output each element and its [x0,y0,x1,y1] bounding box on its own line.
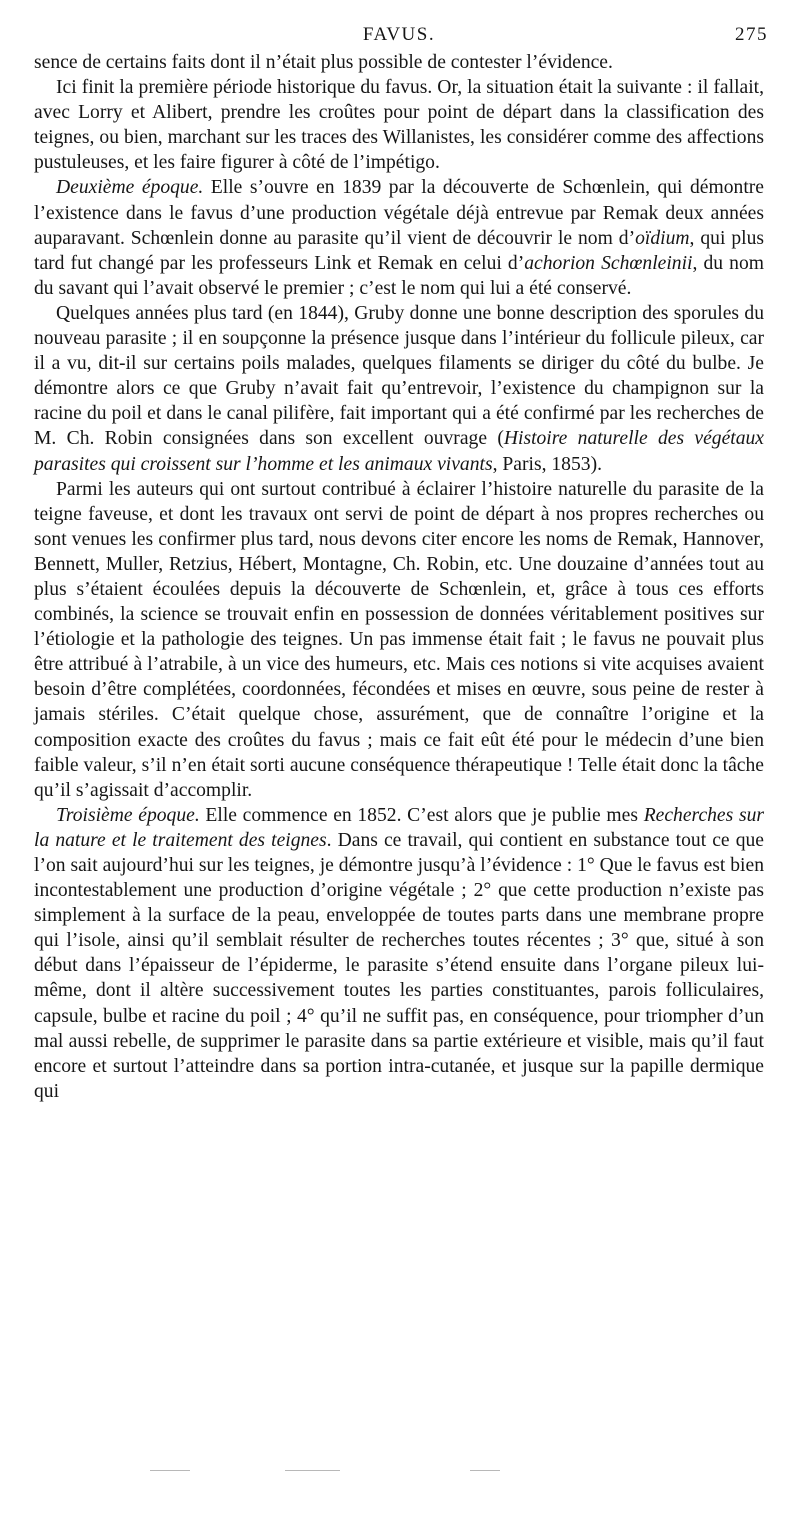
paragraph-third-period [34,803,764,1104]
paragraph-authors [34,477,764,803]
text-segment: sence de certains faits dont il n’était plus possible de contester l’évidence. [34,52,613,73]
text-segment: Elle s’ouvre en 1839 par la découverte de Schœnlein, qui démontre l’existence dans le favus d’une production végétale déjà entrevue par Remak deux années auparavant. Schœnlein donne au parasite qu’il vient de découvrir le nom d’ [34,177,764,249]
paragraph-second-period [34,175,764,300]
book-page [34,24,768,1104]
text-segment: . Dans ce travail, qui contient en substance tout ce que l’on sait aujourd’hui sur les teignes, je démontre jusqu’à l’évidence : 1° Que le favus est bien incontestablement une production d’origine végétale ; 2° que cette production n’existe pas simplement à la surface de la peau, enveloppée de toutes parts dans une membrane propre qui l’isole, ainsi qu’il semblait résulter de recherches toutes récentes ; 3° que, situé à son début dans l’épaisseur de l’épiderme, le parasite s’étend ensuite dans l’organe pileux lui-même, dont il altère successivement toutes les parties constituantes, parois folliculaires, capsule, bulbe et racine du poil ; 4° qu’il ne suffit pas, en conséquence, pour triompher d’un mal aussi rebelle, de supprimer le parasite dans sa partie extérieure et visible, mais qu’il faut encore et surtout l’atteindre dans sa portion intra-cutanée, et jusque sur la papille dermique qui [34,829,765,1102]
scan-speck [285,1470,340,1471]
scan-speck [470,1470,500,1471]
text-segment: Quelques années plus tard (en 1844), Gruby donne une bonne description des sporules du nouveau parasite ; il en soupçonne la présence jusque dans l’intérieur du follicule pileux, car il a vu, dit-il sur certains poils malades, quelques filaments se diriger du côté du bulbe. Je démontre alors ce que Gruby n’avait fait qu’entrevoir, l’existence du champignon sur la racine du poil et dans le canal pilifère, fait important qui a été confirmé par les recherches de M. Ch. Robin consignées dans son excellent ouvrage ( [34,302,764,450]
text-segment: Parmi les auteurs qui ont surtout contribué à éclairer l’histoire naturelle du parasite de la teigne faveuse, et dont les travaux ont servi de point de départ à nos propres recherches ou sont venues les confirmer plus tard, nous devons citer encore les noms de Remak, Hannover, Bennett, Muller, Retzius, Hébert, Montagne, Ch. Robin, etc. Une douzaine d’années tout au plus s’étaient écoulées depuis la découverte de Schœnlein, et, grâce à tous ces efforts combinés, la science se trouvait enfin en possession de données véritablement positives sur l’étiologie et la pathologie des teignes. Un pas immense était fait ; le favus ne pouvait plus être attribué à l’atrabile, à un vice des humeurs, etc. Mais ces notions si vite acquises avaient besoin d’être complétées, coordonnées, fécondées et mises en œuvre, sous peine de rester à jamais stériles. C’était quelque chose, assurément, que de connaître l’origine et la composition exacte des croûtes du favus ; mais ce fait eût été pour le médecin d’une bien faible valeur, s’il n’en était sorti aucune conséquence thérapeutique ! Telle était donc la tâche qu’il s’agissait d’accomplir. [34,478,764,801]
italic-book-title: Histoire naturelle des végétaux parasites qui croissent sur l’homme et les animaux vivants [34,428,764,475]
text-segment: Elle commence en 1852. C’est alors que je publie mes [199,804,644,826]
text-segment: , du nom du savant qui l’avait observé le premier ; c’est le nom qui lui a été conservé. [34,252,765,299]
section-heading-third-period: Troisième époque. [56,804,200,826]
section-heading-second-period: Deuxième époque. [56,177,204,199]
scan-speck [150,1470,190,1471]
text-segment: Ici finit la première période historique du favus. Or, la situation était la suivante : il fallait, avec Lorry et Alibert, prendre les croûtes pour point de départ dans la classification des teignes, ou bien, marchant sur les traces des Willanistes, les considérer comme des affections pustuleuses, et les faire figurer à côté de l’impétigo. [34,77,764,174]
paragraph-gruby [34,301,764,477]
running-title: FAVUS. [362,24,436,45]
paragraph-continuation [34,50,764,75]
page-number: 275 [735,24,768,45]
italic-term: achorion Schœnleinii [524,252,693,274]
running-head [34,24,768,50]
body-text [34,50,764,1104]
paragraph-first-period-summary [34,75,764,175]
italic-term: oïdium [635,227,690,249]
text-segment: , qui plus tard fut changé par les professeurs Link et Remak en celui d’ [34,227,764,274]
text-segment: , Paris, 1853). [492,453,602,475]
italic-book-title: Recherches sur la nature et le traitement des teignes [34,804,764,851]
